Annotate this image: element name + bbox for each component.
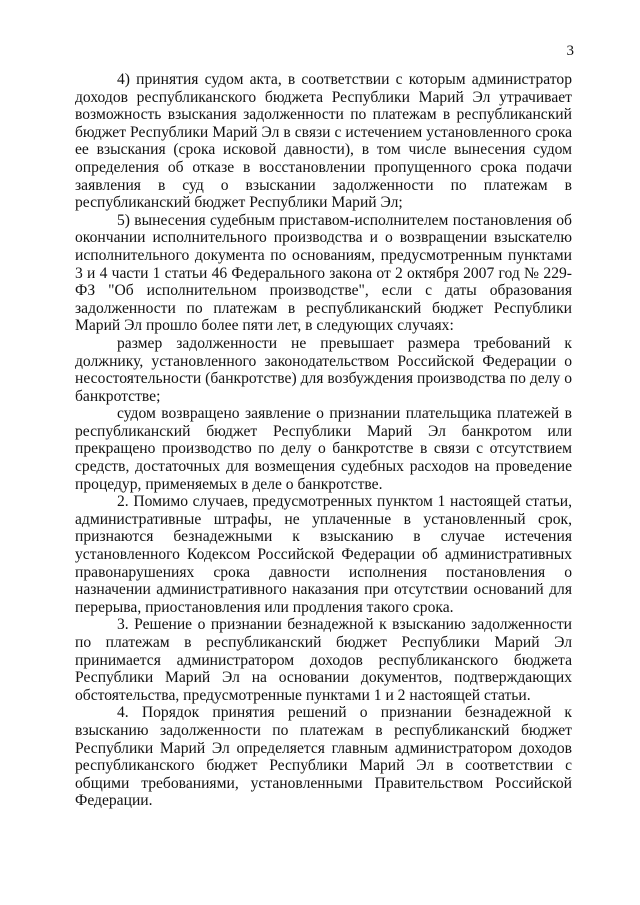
paragraph-case-court-returned: судом возвращено заявление о признании плательщика платежей в республиканский бюджет Республики Марий Эл банкротом или прекращено производство по делу о банкротстве в связи с отсутствием средств, достаточных для возмещения судебных расходов на проведение процедур, применяемых в деле о банкротстве. bbox=[75, 405, 572, 493]
paragraph-section-2: 2. Помимо случаев, предусмотренных пунктом 1 настоящей статьи, административные штрафы, не уплаченные в установленный срок, признаются безнадежными к взысканию в случае истечения установленного Кодексом Российской Федерации об административных правонарушениях срока давности исполнения постановления о назначении административного наказания при отсутствии оснований для перерыва, приостановления или продления такого срока. bbox=[75, 493, 572, 616]
paragraph-clause-5: 5) вынесения судебным приставом-исполнителем постановления об окончании исполнительного производства и о возвращении взыскателю исполнительного документа по основаниям, предусмотренным пунктами 3 и 4 части 1 статьи 46 Федерального закона от 2 октября 2007 год № 229-ФЗ "Об исполнительном производстве", если с даты образования задолженности по платежам в республиканский бюджет Республики Марий Эл прошло более пяти лет, в следующих случаях: bbox=[75, 211, 572, 335]
paragraph-clause-4: 4) принятия судом акта, в соответствии с которым администратор доходов республиканского бюджета Республики Марий Эл утрачивает возможность взыскания задолженности по платежам в республиканский бюджет Республики Марий Эл в связи с истечением установленного срока ее взыскания (срока исковой давности), в том числе вынесения судом определения об отказе в восстановлении пропущенного срока подачи заявления в суд о взыскании задолженности по платежам в республиканский бюджет Республики Марий Эл; bbox=[75, 71, 572, 212]
paragraph-section-3: 3. Решение о признании безнадежной к взысканию задолженности по платежам в республиканский бюджет Республики Марий Эл принимается администратором доходов республиканского бюджета Республики Марий Эл на основании документов, подтверждающих обстоятельства, предусмотренные пунктами 1 и 2 настоящей статьи. bbox=[75, 616, 572, 704]
document-body bbox=[75, 71, 572, 810]
paragraph-case-debt-size: размер задолженности не превышает размера требований к должнику, установленного законодательством Российской Федерации о несостоятельности (банкротстве) для возбуждения производства по делу о банкротстве; bbox=[75, 334, 572, 405]
page-number: 3 bbox=[566, 43, 574, 59]
paragraph-section-4: 4. Порядок принятия решений о признании безнадежной к взысканию задолженности по платежам в республиканский бюджет Республики Марий Эл определяется главным администратором доходов республиканского бюджет Республики Марий Эл в соответствии с общими требованиями, установленными Правительством Российской Федерации. bbox=[75, 704, 572, 810]
